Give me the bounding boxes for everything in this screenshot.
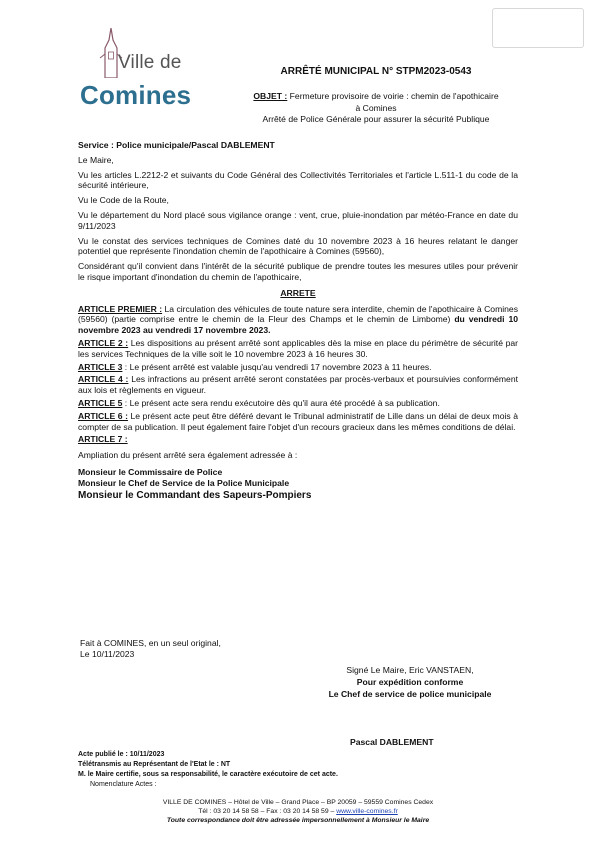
signature-name: Pascal DABLEMENT bbox=[350, 737, 434, 747]
acte-certifie: M. le Maire certifie, sous sa responsabilité, le caractère exécutoire de cet acte. bbox=[78, 771, 338, 778]
article-7: ARTICLE 7 : bbox=[78, 434, 128, 445]
signature-mayor: Signé Le Maire, Eric VANSTAEN, bbox=[346, 665, 474, 675]
recipient-3: Monsieur le Commandant des Sapeurs-Pompiers bbox=[78, 489, 312, 501]
logo-text-comines: Comines bbox=[80, 80, 192, 110]
footer-address: VILLE DE COMINES – Hôtel de Ville – Grand Place – BP 20059 – 59559 Comines Cedex bbox=[162, 799, 434, 806]
signature-block bbox=[290, 664, 530, 700]
vu-item-3: Vu le département du Nord placé sous vigilance orange : vent, crue, pluie-inondation par météo-France en date du 9/11/2023 bbox=[78, 209, 518, 231]
maire-line: Le Maire, bbox=[78, 154, 114, 165]
acte-info bbox=[78, 750, 338, 790]
objet-block bbox=[196, 91, 556, 126]
acte-publie: Acte publié le : 10/11/2023 bbox=[78, 751, 165, 758]
acte-nomenclature: Nomenclature Actes : bbox=[90, 781, 157, 788]
footer-note: Toute correspondance doit être adressée impersonnellement à Monsieur le Maire bbox=[166, 817, 430, 824]
article-1: ARTICLE PREMIER : La circulation des véhicules de toute nature sera interdite, chemin de l'apothicaire à Comines (59560) (partie comprise entre le chemin de la Fleur des Champs et le chemin de Limbome) du vendredi 10 novembre 2023 au vendredi 17 novembre 2023. bbox=[78, 303, 518, 336]
vu-item-1: Vu les articles L.2212-2 et suivants du Code Général des Collectivités Territoriales et l'article L.511-1 du code de la sécurité intérieure, bbox=[78, 169, 518, 191]
considerant: Considérant qu'il convient dans l'intérêt de la sécurité publique de prendre toutes les mesures utiles pour prévenir le risque important d'inondation du chemin de l'apothicaire, bbox=[78, 261, 518, 282]
vu-item-2: Vu le Code de la Route, bbox=[78, 195, 169, 206]
article-3: ARTICLE 3 : Le présent arrêté est valable jusqu'au vendredi 17 novembre 2023 à 11 heures. bbox=[78, 361, 432, 372]
article-5: ARTICLE 5 : Le présent acte sera rendu exécutoire dès qu'il aura été procédé à sa publication. bbox=[78, 397, 440, 408]
date-line: Le 10/11/2023 bbox=[80, 649, 135, 659]
footer-contact: Tél : 03 20 14 58 58 – Fax : 03 20 14 58 59 – www.ville-comines.fr bbox=[198, 808, 398, 815]
preamble bbox=[78, 140, 518, 502]
signature-expedition: Pour expédition conforme bbox=[356, 677, 464, 687]
vu-item-4: Vu le constat des services techniques de Comines daté du 10 novembre 2023 à 16 heures relatant le danger potentiel que représente l'inondation chemin de l'apothicaire à Comines (59560), bbox=[78, 235, 518, 257]
objet-label: OBJET : bbox=[253, 91, 288, 101]
logo-text-ville: Ville de bbox=[118, 52, 182, 73]
page-footer bbox=[78, 798, 518, 825]
arrete-heading: ARRETE bbox=[280, 287, 316, 298]
fait-block bbox=[80, 638, 221, 660]
signature-chef: Le Chef de service de police municipale bbox=[328, 689, 492, 699]
objet-line2: à Comines bbox=[355, 102, 397, 113]
recipient-1: Monsieur le Commissaire de Police bbox=[78, 466, 223, 477]
fait-line: Fait à COMINES, en un seul original, bbox=[80, 638, 221, 648]
recipient-2: Monsieur le Chef de Service de la Police Municipale bbox=[78, 477, 290, 488]
article-4: ARTICLE 4 : Les infractions au présent arrêté seront constatées par procès-verbaux et poursuivies conformément aux lois et règlements en vigueur. bbox=[78, 374, 518, 396]
objet-line3: Arrêté de Police Générale pour assurer la sécurité Publique bbox=[262, 114, 490, 124]
article-2: ARTICLE 2 : Les dispositions au présent arrêté sont applicables dès la mise en place du périmètre de sécurité par les services Techniques de la ville soit le 10 novembre 2023 à 16 heures 30. bbox=[78, 337, 519, 359]
document-title: ARRÊTÉ MUNICIPAL N° STPM2023-0543 bbox=[280, 66, 472, 77]
acte-teletransmis: Télétransmis au Représentant de l'Etat le : NT bbox=[78, 761, 231, 768]
objet-text: Fermeture provisoire de voirie : chemin de l'apothicaire bbox=[287, 91, 499, 101]
article-6: ARTICLE 6 : Le présent acte peut être déféré devant le Tribunal administratif de Lille dans un délai de deux mois à compter de sa publication. Il peut également faire l'objet d'un recours gracieux dans les mêmes conditions de délai. bbox=[78, 410, 519, 432]
ampliation-line: Ampliation du présent arrêté sera également adressée à : bbox=[78, 450, 298, 461]
service-line: Service : Police municipale/Pascal DABLEMENT bbox=[78, 140, 275, 150]
reception-stamp-box bbox=[492, 8, 584, 48]
website-link[interactable]: www.ville-comines.fr bbox=[336, 808, 398, 815]
